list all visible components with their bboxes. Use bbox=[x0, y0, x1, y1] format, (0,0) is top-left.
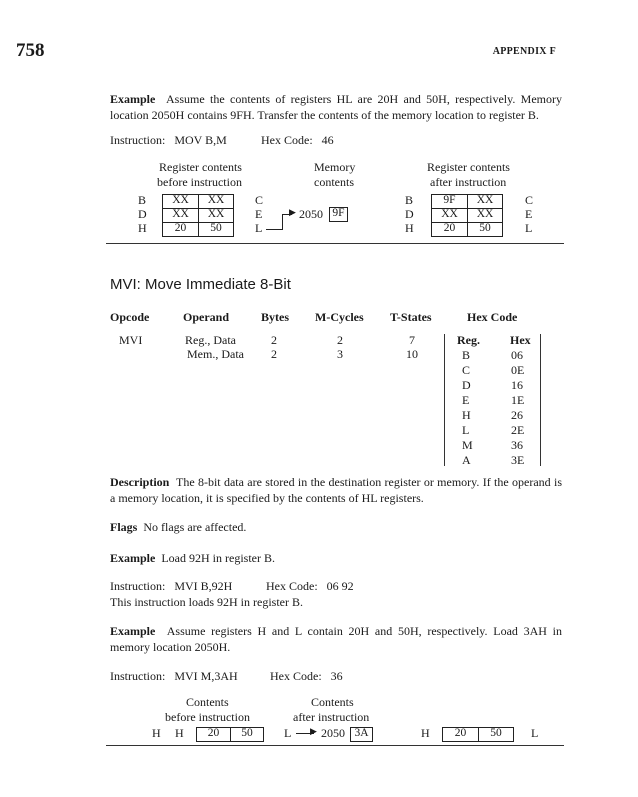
example3-hex-value: 36 bbox=[330, 669, 343, 683]
memory-title-line1: Memory bbox=[314, 160, 356, 174]
after-reg-label-b: B bbox=[405, 193, 414, 207]
example3-after-title-line2: after instruction bbox=[293, 710, 370, 724]
hex-row-code: 0E bbox=[511, 363, 525, 377]
flags-label: Flags bbox=[110, 520, 138, 534]
example3-before-l-value: 50 bbox=[241, 727, 253, 739]
reg-label-l: L bbox=[255, 221, 263, 235]
reg-label-b: B bbox=[138, 193, 147, 207]
example3-h-outer-label: H bbox=[152, 726, 161, 740]
example3-before-h-value: 20 bbox=[207, 727, 220, 739]
example3-paragraph bbox=[110, 624, 562, 655]
hex-row-code: 06 bbox=[511, 348, 523, 362]
before-e-value: XX bbox=[207, 208, 225, 220]
example3-hex-line bbox=[270, 669, 343, 684]
after-reg-label-e: E bbox=[525, 207, 533, 221]
memory-title-line2: contents bbox=[314, 175, 354, 189]
section-divider bbox=[106, 243, 564, 244]
example3-after-l-value: 50 bbox=[490, 727, 502, 739]
reg-label-c: C bbox=[255, 193, 264, 207]
hex-table-right-rule bbox=[540, 334, 541, 466]
hex-col-header-reg: Reg. bbox=[457, 333, 480, 347]
hex-row-reg: M bbox=[462, 438, 473, 452]
example3-after-h-label: H bbox=[421, 726, 430, 740]
hex-table-left-rule bbox=[444, 334, 445, 466]
hex-row-code: 1E bbox=[511, 393, 525, 407]
bytes-row1: 2 bbox=[271, 333, 277, 347]
before-register-pair-bc bbox=[162, 194, 234, 209]
example3-label: Example bbox=[110, 624, 156, 638]
hex-row-code: 16 bbox=[511, 378, 523, 392]
page-number: 758 bbox=[16, 40, 45, 61]
example2-hex-label: Hex Code: bbox=[266, 579, 318, 593]
example2-hex-value: 06 92 bbox=[326, 579, 354, 593]
example3-h-label: H bbox=[175, 726, 184, 740]
hex-row-reg: B bbox=[462, 348, 471, 362]
mcycles-row2: 3 bbox=[337, 347, 343, 361]
hex-row-code: 3E bbox=[511, 453, 525, 467]
example3-memory-cell bbox=[350, 727, 373, 742]
col-header-hexcode: Hex Code bbox=[467, 310, 518, 324]
section-title: MVI: Move Immediate 8-Bit bbox=[110, 276, 291, 293]
after-register-pair-hl bbox=[431, 222, 503, 237]
example3-arrow-head-icon: ▶ bbox=[310, 726, 317, 736]
mcycles-row1: 2 bbox=[337, 333, 343, 347]
hex-code-label: Hex Code: bbox=[261, 133, 313, 147]
pointer-line-horizontal bbox=[266, 229, 282, 230]
after-reg-label-c: C bbox=[525, 193, 534, 207]
example2-hex-line bbox=[266, 579, 354, 594]
after-c-value: XX bbox=[476, 194, 494, 206]
hex-row-reg: D bbox=[462, 378, 471, 392]
hex-row-reg: E bbox=[462, 393, 470, 407]
before-l-value: 50 bbox=[210, 222, 222, 234]
hex-row-reg: H bbox=[462, 408, 471, 422]
col-header-opcode: Opcode bbox=[110, 310, 150, 324]
memory-cell bbox=[329, 207, 348, 222]
arrow-head-icon: ▶ bbox=[289, 207, 296, 217]
hex-code-value: 46 bbox=[321, 133, 334, 147]
example3-memory-address: 2050 bbox=[321, 726, 345, 740]
before-register-pair-de bbox=[162, 208, 234, 223]
after-register-pair-de bbox=[431, 208, 503, 223]
example2-instruction-value: MVI B,92H bbox=[174, 579, 233, 593]
hex-row-reg: L bbox=[462, 423, 470, 437]
hex-row-code: 26 bbox=[511, 408, 523, 422]
example1-hex-line bbox=[261, 133, 334, 148]
after-reg-label-l: L bbox=[525, 221, 533, 235]
hex-row-code: 36 bbox=[511, 438, 523, 452]
memory-value: 9F bbox=[332, 207, 345, 219]
example2-label: Example bbox=[110, 551, 156, 565]
hex-col-header-hex: Hex bbox=[510, 333, 531, 347]
description-paragraph bbox=[110, 475, 562, 506]
running-title: APPENDIX F bbox=[492, 46, 556, 57]
bottom-divider bbox=[106, 745, 564, 746]
example3-instruction-line bbox=[110, 669, 238, 684]
hex-row-code: 2E bbox=[511, 423, 525, 437]
description-text: The 8-bit data are stored in the destination register or memory. If the operand is a memory location, it is specified by the contents of HL registers. bbox=[110, 475, 562, 505]
flags-line bbox=[110, 520, 246, 535]
tstates-row2: 10 bbox=[406, 347, 418, 361]
example2-instruction-label: Instruction: bbox=[110, 579, 166, 593]
hex-row-reg: A bbox=[462, 453, 471, 467]
operand-row2: Mem., Data bbox=[187, 347, 244, 361]
after-reg-label-d: D bbox=[405, 207, 414, 221]
example3-memory-value: 3A bbox=[354, 727, 369, 739]
after-title-line2: after instruction bbox=[430, 175, 507, 189]
before-b-value: XX bbox=[172, 194, 189, 206]
after-e-value: XX bbox=[476, 208, 494, 220]
reg-label-e: E bbox=[255, 207, 263, 221]
after-reg-label-h: H bbox=[405, 221, 414, 235]
after-title-line1: Register contents bbox=[427, 160, 510, 174]
col-header-tstates: T-States bbox=[390, 310, 432, 324]
example3-after-h-value: 20 bbox=[454, 727, 467, 739]
reg-label-d: D bbox=[138, 207, 147, 221]
after-h-value: 20 bbox=[443, 222, 456, 234]
col-header-bytes: Bytes bbox=[261, 310, 289, 324]
example3-before-title-line1: Contents bbox=[186, 695, 229, 709]
tstates-row1: 7 bbox=[409, 333, 415, 347]
example2-instruction-line bbox=[110, 579, 232, 594]
description-label: Description bbox=[110, 475, 170, 489]
example2-line bbox=[110, 551, 275, 566]
memory-address: 2050 bbox=[299, 207, 323, 221]
example3-instruction-value: MVI M,3AH bbox=[174, 669, 238, 683]
example3-after-l-label: L bbox=[531, 726, 539, 740]
after-b-value: 9F bbox=[443, 194, 456, 206]
after-d-value: XX bbox=[441, 208, 458, 220]
opcode-value: MVI bbox=[119, 333, 143, 347]
instruction-label: Instruction: bbox=[110, 133, 166, 147]
example3-after-hl-box bbox=[442, 727, 514, 742]
example3-l-label: L bbox=[284, 726, 292, 740]
before-title-line1: Register contents bbox=[159, 160, 242, 174]
reg-label-h: H bbox=[138, 221, 147, 235]
before-c-value: XX bbox=[207, 194, 225, 206]
after-register-pair-bc bbox=[431, 194, 503, 209]
example3-before-title-line2: before instruction bbox=[165, 710, 250, 724]
example1-text: Assume the contents of registers HL are 20H and 50H, respectively. Memory location 2050H contains 9FH. Transfer the contents of the memory location to register B. bbox=[110, 92, 563, 122]
before-register-pair-hl bbox=[162, 222, 234, 237]
example3-instruction-label: Instruction: bbox=[110, 669, 166, 683]
before-title-line2: before instruction bbox=[157, 175, 242, 189]
example1-label: Example bbox=[110, 92, 156, 106]
example3-hex-label: Hex Code: bbox=[270, 669, 322, 683]
before-d-value: XX bbox=[172, 208, 189, 220]
example1-instruction-line bbox=[110, 133, 227, 148]
example2-text: Load 92H in register B. bbox=[161, 551, 275, 565]
example3-text: Assume registers H and L contain 20H and 50H, respectively. Load 3AH in memory location 2050H. bbox=[110, 624, 562, 654]
example3-after-title-line1: Contents bbox=[311, 695, 354, 709]
instruction-value: MOV B,M bbox=[174, 133, 227, 147]
bytes-row2: 2 bbox=[271, 347, 277, 361]
example2-note: This instruction loads 92H in register B. bbox=[110, 595, 303, 609]
example1-paragraph bbox=[110, 92, 562, 123]
hex-row-reg: C bbox=[462, 363, 471, 377]
operand-row1: Reg., Data bbox=[185, 333, 236, 347]
pointer-line-vertical bbox=[282, 214, 283, 230]
before-h-value: 20 bbox=[174, 222, 187, 234]
after-l-value: 50 bbox=[479, 222, 491, 234]
col-header-operand: Operand bbox=[183, 310, 230, 324]
col-header-mcycles: M-Cycles bbox=[315, 310, 364, 324]
example3-before-hl-box bbox=[196, 727, 264, 742]
flags-text: No flags are affected. bbox=[143, 520, 247, 534]
